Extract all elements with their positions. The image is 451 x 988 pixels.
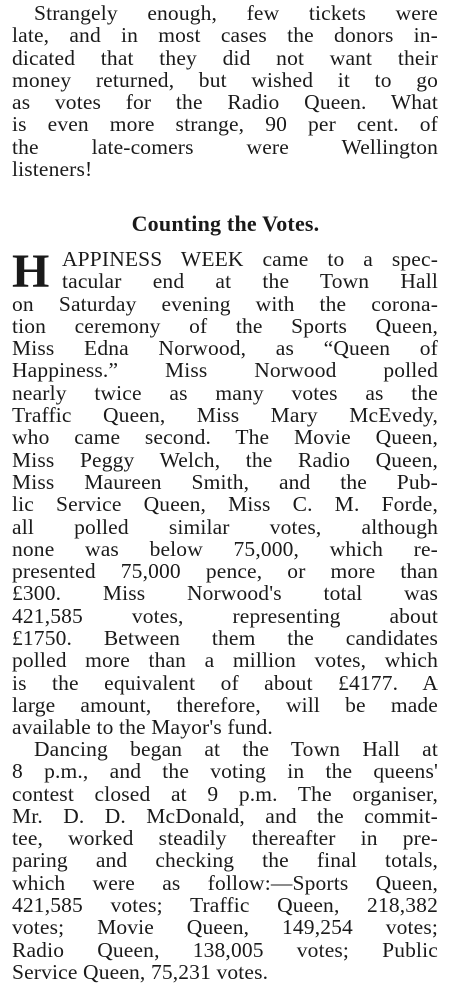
closing-line: Dancing began at the Town Hall at <box>34 737 438 761</box>
intro-line: listeners! <box>12 157 93 182</box>
intro-paragraph <box>12 2 438 180</box>
closing-line: Service Queen, 75,231 votes. <box>12 959 269 984</box>
closing-paragraph <box>12 738 438 983</box>
body-line: who came second. The Movie Queen, <box>12 425 438 450</box>
body-line: Miss Peggy Welch, the Radio Queen, <box>12 447 438 472</box>
intro-line: Strangely enough, few tickets were <box>34 1 438 25</box>
main-paragraph <box>12 245 438 740</box>
body-line: all polled similar votes, although <box>12 514 438 539</box>
body-line: polled more than a million votes, which <box>12 648 438 673</box>
body-line: available to the Mayor's fund. <box>12 715 273 740</box>
closing-line: 421,585 votes; Traffic Queen, 218,382 <box>12 893 438 918</box>
drop-cap: H <box>12 245 50 298</box>
intro-line: is even more strange, 90 per cent. of <box>12 112 438 137</box>
closing-line: paring and checking the final totals, <box>12 848 438 873</box>
body-line: on Saturday evening with the corona- <box>12 291 438 316</box>
closing-line: tee, worked steadily thereafter in pre- <box>12 826 438 851</box>
body-line: nearly twice as many votes as the <box>12 380 438 405</box>
body-line: tion ceremony of the Sports Queen, <box>12 313 438 338</box>
body-line: £1750. Between them the candidates <box>12 626 438 651</box>
body-line: Traffic Queen, Miss Mary McEvedy, <box>12 403 438 428</box>
intro-line: dicated that they did not want their <box>12 45 438 70</box>
closing-line: contest closed at 9 p.m. The organiser, <box>12 781 438 806</box>
body-line: Miss Maureen Smith, and the Pub- <box>12 469 438 494</box>
intro-line: late, and in most cases the donors in- <box>12 23 438 48</box>
intro-line: as votes for the Radio Queen. What <box>12 90 438 115</box>
body-line: APPINESS WEEK came to a spec- <box>62 247 438 271</box>
section-heading: Counting the Votes. <box>131 211 320 236</box>
body-line: presented 75,000 pence, or more than <box>12 559 438 584</box>
closing-line: votes; Movie Queen, 149,254 votes; <box>12 915 438 940</box>
body-line: £300. Miss Norwood's total was <box>12 581 438 606</box>
intro-line: money returned, but wished it to go <box>12 67 438 92</box>
closing-line: 8 p.m., and the voting in the queens' <box>12 759 438 784</box>
closing-line: Radio Queen, 138,005 votes; Public <box>12 937 438 962</box>
body-line: tacular end at the Town Hall <box>62 269 438 294</box>
intro-line: the late-comers were Wellington <box>12 134 438 159</box>
closing-line: Mr. D. D. McDonald, and the commit- <box>12 803 438 828</box>
body-line: large amount, therefore, will be made <box>12 692 438 717</box>
body-line: none was below 75,000, which re- <box>12 536 438 561</box>
body-line: 421,585 votes, representing about <box>12 603 438 628</box>
body-line: lic Service Queen, Miss C. M. Forde, <box>12 492 438 517</box>
closing-line: which were as follow:—Sports Queen, <box>12 870 438 895</box>
body-line: is the equivalent of about £4177. A <box>12 670 438 695</box>
body-line: Happiness.” Miss Norwood polled <box>12 358 438 383</box>
body-line: Miss Edna Norwood, as “Queen of <box>12 336 438 361</box>
